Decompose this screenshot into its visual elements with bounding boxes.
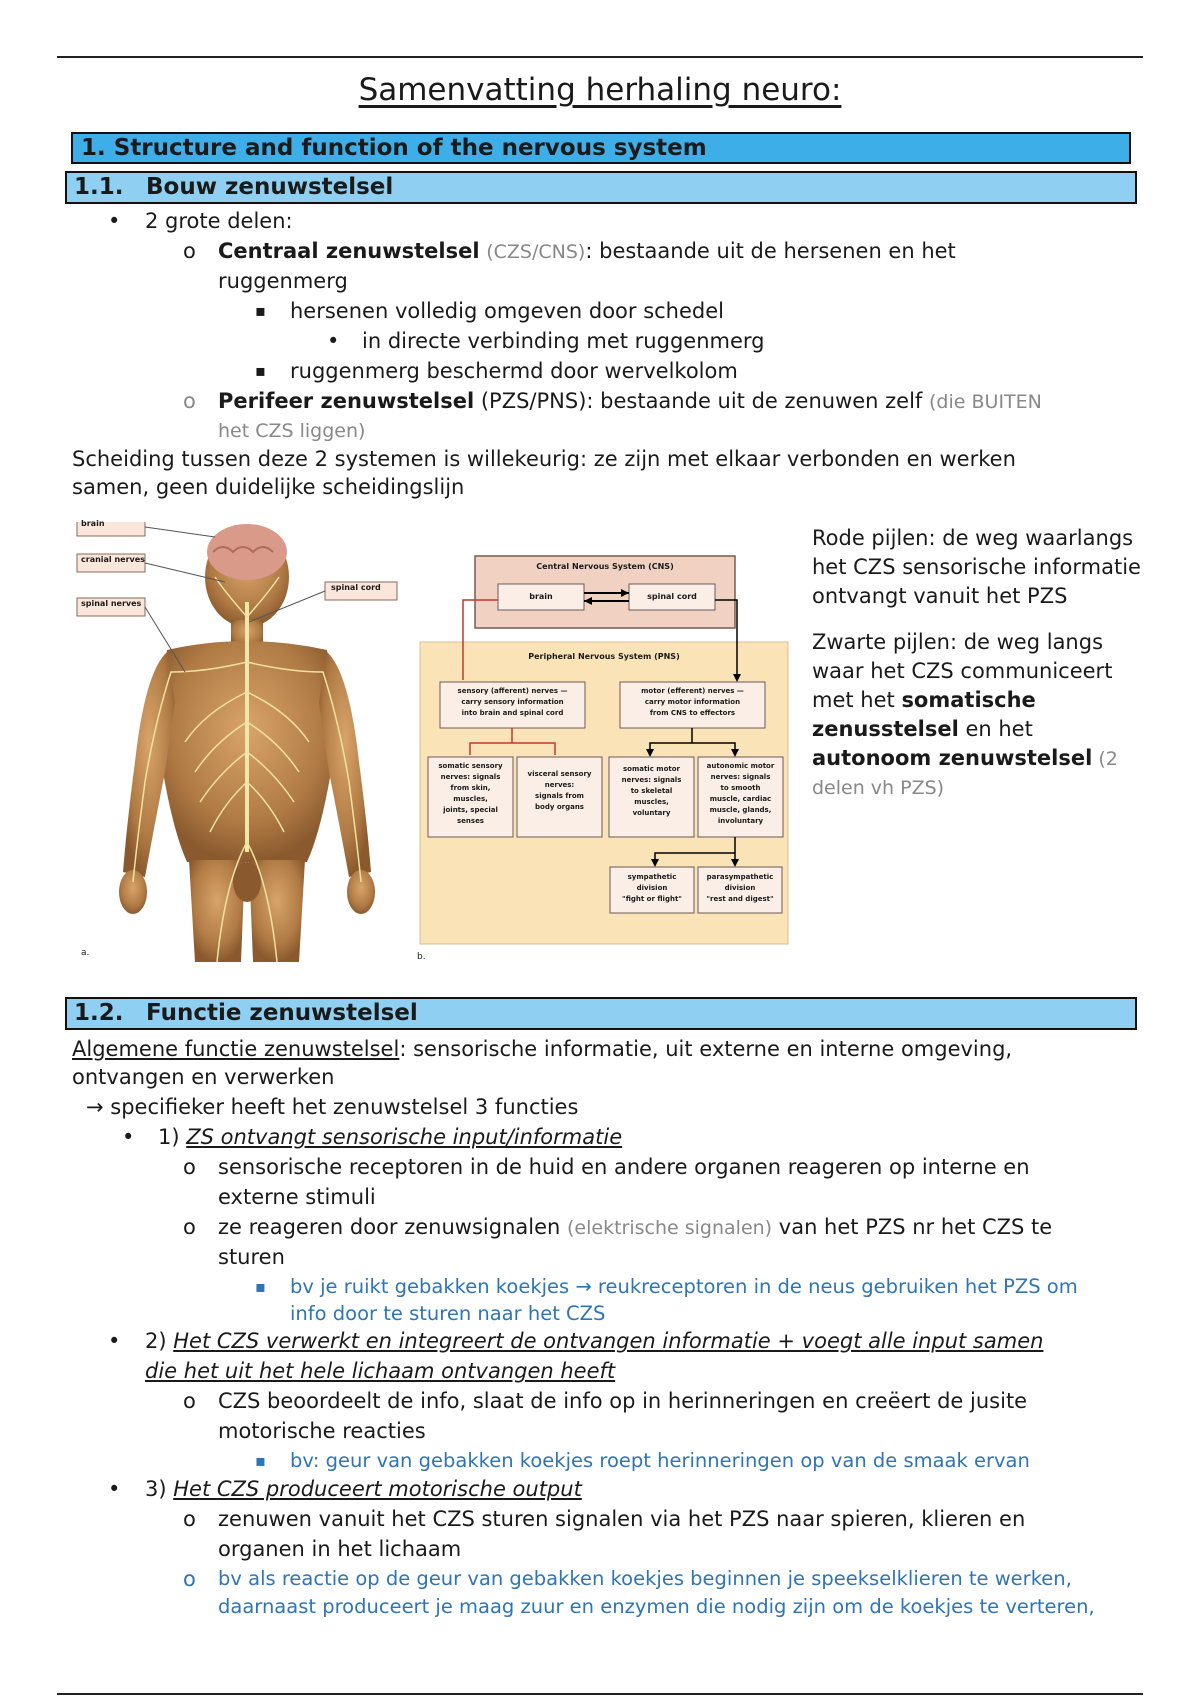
function-3 [145, 1475, 582, 1503]
box-line: muscle, glands, [709, 806, 772, 814]
heading-section-1-1 [65, 171, 1137, 204]
bullet-square: ▪ [255, 1451, 266, 1470]
example-item: bv je ruikt gebakken koekjes → reukreceptoren in de neus gebruiken het PZS om [290, 1275, 1078, 1298]
bullet-dot: • [327, 329, 340, 353]
list-item: ruggenmerg beschermd door wervelkolom [290, 359, 738, 383]
function-title: ZS ontvangt sensorische input/informatie [186, 1125, 623, 1149]
heading-label: Bouw zenuwstelsel [146, 174, 394, 200]
label-spinal-nerves: spinal nerves [81, 599, 142, 608]
note-line [812, 744, 1182, 774]
box-sensory-nerves [440, 686, 585, 719]
list-text: van het PZS nr het CZS te [772, 1215, 1053, 1239]
box-line: nerves: signals [710, 773, 771, 781]
note-black-arrows [812, 628, 1182, 803]
function-title-cont: die het uit het hele lichaam ontvangen heeft [145, 1359, 616, 1383]
box-line: autonomic motor [706, 762, 775, 770]
bullet-dot: • [108, 1329, 121, 1353]
example-item-cont: daarnaast produceert je maag zuur en enzymen die nodig zijn om de koekjes te verteren, [218, 1595, 1095, 1618]
cns-spinal-cord: spinal cord [647, 592, 697, 601]
note-pzs: (die BUITEN [929, 391, 1042, 413]
figure-letter-b: b. [417, 952, 426, 962]
label-cranial-nerves: cranial nerves [81, 555, 145, 564]
list-grey: (elektrische signalen) [567, 1217, 773, 1239]
box-line: from CNS to effectors [649, 709, 736, 717]
box-line: from skin, [450, 784, 491, 792]
example-item: bv: geur van gebakken koekjes roept herinneringen op van de smaak ervan [290, 1449, 1030, 1472]
term-czs: Centraal zenuwstelsel [218, 239, 480, 263]
box-line: muscles, [453, 795, 488, 803]
list-item [218, 1213, 1052, 1242]
list-item: CZS beoordeelt de info, slaat de info op in herinneringen en creëert de jusite [218, 1389, 1028, 1413]
box-line: carry motor information [644, 698, 741, 706]
function-2 [145, 1327, 1043, 1355]
desc-pzs: (PZS/PNS): bestaande uit de zenuwen zelf [474, 389, 930, 413]
box-line: somatic motor [622, 765, 681, 773]
note-term: somatische [901, 688, 1036, 712]
box-line: into brain and spinal cord [461, 709, 564, 717]
box-line: senses [457, 817, 484, 825]
bullet-square: ▪ [255, 1277, 266, 1296]
box-line: division [636, 884, 668, 892]
bullet-circle: o [183, 1567, 196, 1591]
box-line: involuntary [717, 817, 764, 825]
bottom-rule [57, 1693, 1143, 1695]
list-item: 2 grote delen: [145, 209, 293, 233]
box-line: body organs [535, 803, 584, 811]
bullet-circle: o [183, 239, 196, 263]
function-title: Het CZS verwerkt en integreert de ontvangen informatie + voegt alle input samen [173, 1329, 1044, 1353]
box-line: nerves: [544, 781, 575, 789]
page-title: Samenvatting herhaling neuro: [358, 72, 842, 108]
list-item: hersenen volledig omgeven door schedel [290, 299, 724, 323]
box-line: parasympathetic [706, 873, 774, 881]
desc-czs: : bestaande uit de hersenen en het [585, 239, 956, 263]
note-line [812, 686, 1182, 715]
note-line [812, 715, 1182, 744]
box-line: sympathetic [627, 873, 677, 881]
list-item-cont: ruggenmerg [218, 269, 348, 293]
list-item: zenuwen vanuit het CZS sturen signalen via het PZS naar spieren, klieren en [218, 1507, 1026, 1531]
cns-brain: brain [529, 592, 553, 601]
box-line: somatic sensory [438, 762, 503, 770]
list-item-cont: motorische reacties [218, 1419, 426, 1443]
paragraph: Scheiding tussen deze 2 systemen is willekeurig: ze zijn met elkaar verbonden en werken [72, 447, 1016, 471]
box-line: motor (efferent) nerves — [641, 687, 744, 695]
note-red-arrows [812, 524, 1182, 611]
note-text: en het [958, 717, 1033, 741]
bullet-circle: o [183, 1389, 196, 1413]
bullet-dot: • [122, 1125, 135, 1149]
note-text: met het [812, 688, 902, 712]
box-line: muscle, cardiac [709, 795, 772, 803]
pns-title: Peripheral Nervous System (PNS) [528, 652, 680, 661]
heading-label: Functie zenuwstelsel [146, 1000, 418, 1026]
bullet-circle: o [183, 389, 196, 413]
function-title: Het CZS produceert motorische output [173, 1477, 582, 1501]
function-number: 1) [158, 1125, 187, 1149]
list-item-cont: sturen [218, 1245, 285, 1269]
cns-title: Central Nervous System (CNS) [536, 562, 674, 571]
note-term: autonoom zenuwstelsel [812, 746, 1093, 770]
function-number: 2) [145, 1329, 174, 1353]
paragraph: samen, geen duidelijke scheidingslijn [72, 475, 465, 499]
box-line: visceral sensory [527, 770, 592, 778]
list-item-cont: organen in het lichaam [218, 1537, 462, 1561]
paragraph: ontvangen en verwerken [72, 1065, 335, 1089]
bullet-circle: o [183, 1215, 196, 1239]
heading-number: 1.2. [74, 1000, 124, 1026]
function-number: 3) [145, 1477, 174, 1501]
box-line: "rest and digest" [706, 895, 774, 903]
box-line: to smooth [720, 784, 761, 792]
term-underlined: Algemene functie zenuwstelsel [72, 1037, 400, 1061]
term-pzs: Perifeer zenuwstelsel [218, 389, 475, 413]
bullet-square: ▪ [255, 361, 266, 380]
note-line: waar het CZS communiceert [812, 659, 1113, 683]
list-item: in directe verbinding met ruggenmerg [362, 329, 765, 353]
bullet-dot: • [108, 1477, 121, 1501]
note-line: delen vh PZS) [812, 777, 945, 799]
box-line: "fight or flight" [622, 895, 682, 903]
paragraph-arrow: → specifieker heeft het zenuwstelsel 3 functies [86, 1095, 579, 1119]
bullet-circle: o [183, 1155, 196, 1179]
note-pzs-cont: het CZS liggen) [218, 420, 366, 442]
box-line: sensory (afferent) nerves — [457, 687, 568, 695]
label-brain: brain [81, 519, 105, 528]
note-term: zenusstelsel [812, 717, 959, 741]
box-visceral-sensory [517, 769, 602, 813]
heading-section-1-2 [65, 997, 1137, 1030]
note-line: Rode pijlen: de weg waarlangs [812, 526, 1134, 550]
list-item-czs [218, 237, 956, 266]
box-line: nerves: signals [440, 773, 501, 781]
box-line: voluntary [632, 809, 671, 817]
bullet-square: ▪ [255, 301, 266, 320]
list-text: ze reageren door zenuwsignalen [218, 1215, 568, 1239]
note-line: het CZS sensorische informatie [812, 555, 1141, 579]
function-1 [158, 1123, 622, 1151]
box-line: joints, special [443, 806, 498, 814]
box-autonomic-motor [698, 761, 783, 827]
figure-letter-a: a. [81, 948, 90, 958]
box-sympathetic [610, 872, 694, 905]
bullet-dot: • [108, 209, 121, 233]
example-item: bv als reactie op de geur van gebakken koekjes beginnen je speekselklieren te werken, [218, 1567, 1072, 1590]
box-parasympathetic [698, 872, 782, 905]
box-line: division [724, 884, 756, 892]
top-rule [57, 56, 1143, 58]
bullet-circle: o [183, 1507, 196, 1531]
box-somatic-motor [609, 764, 694, 819]
paragraph-text: : sensorische informatie, uit externe en interne omgeving, [399, 1037, 1013, 1061]
label-spinal-cord: spinal cord [331, 583, 381, 592]
box-line: nerves: signals [621, 776, 682, 784]
box-line: muscles, [634, 798, 669, 806]
box-line: signals from [535, 792, 584, 800]
list-item-pzs [218, 387, 1042, 416]
figure-body-nervous-system [75, 519, 405, 962]
list-item-cont: externe stimuli [218, 1185, 376, 1209]
note-line: Zwarte pijlen: de weg langs [812, 630, 1104, 654]
box-somatic-sensory [428, 761, 513, 827]
note-line: ontvangt vanuit het PZS [812, 584, 1068, 608]
box-line: carry sensory information [461, 698, 564, 706]
paragraph-general-function [72, 1035, 1012, 1063]
box-line: to skeletal [630, 787, 673, 795]
figure-nervous-system-diagram [415, 548, 790, 962]
example-item-cont: info door te sturen naar het CZS [290, 1302, 606, 1325]
list-item: sensorische receptoren in de huid en andere organen reageren op interne en [218, 1155, 1030, 1179]
note-grey: (2 [1092, 748, 1118, 770]
heading-section-1: 1. Structure and function of the nervous system [71, 132, 1131, 164]
abbrev-czs: (CZS/CNS) [486, 241, 586, 263]
box-motor-nerves [620, 686, 765, 719]
heading-number: 1.1. [74, 174, 124, 200]
